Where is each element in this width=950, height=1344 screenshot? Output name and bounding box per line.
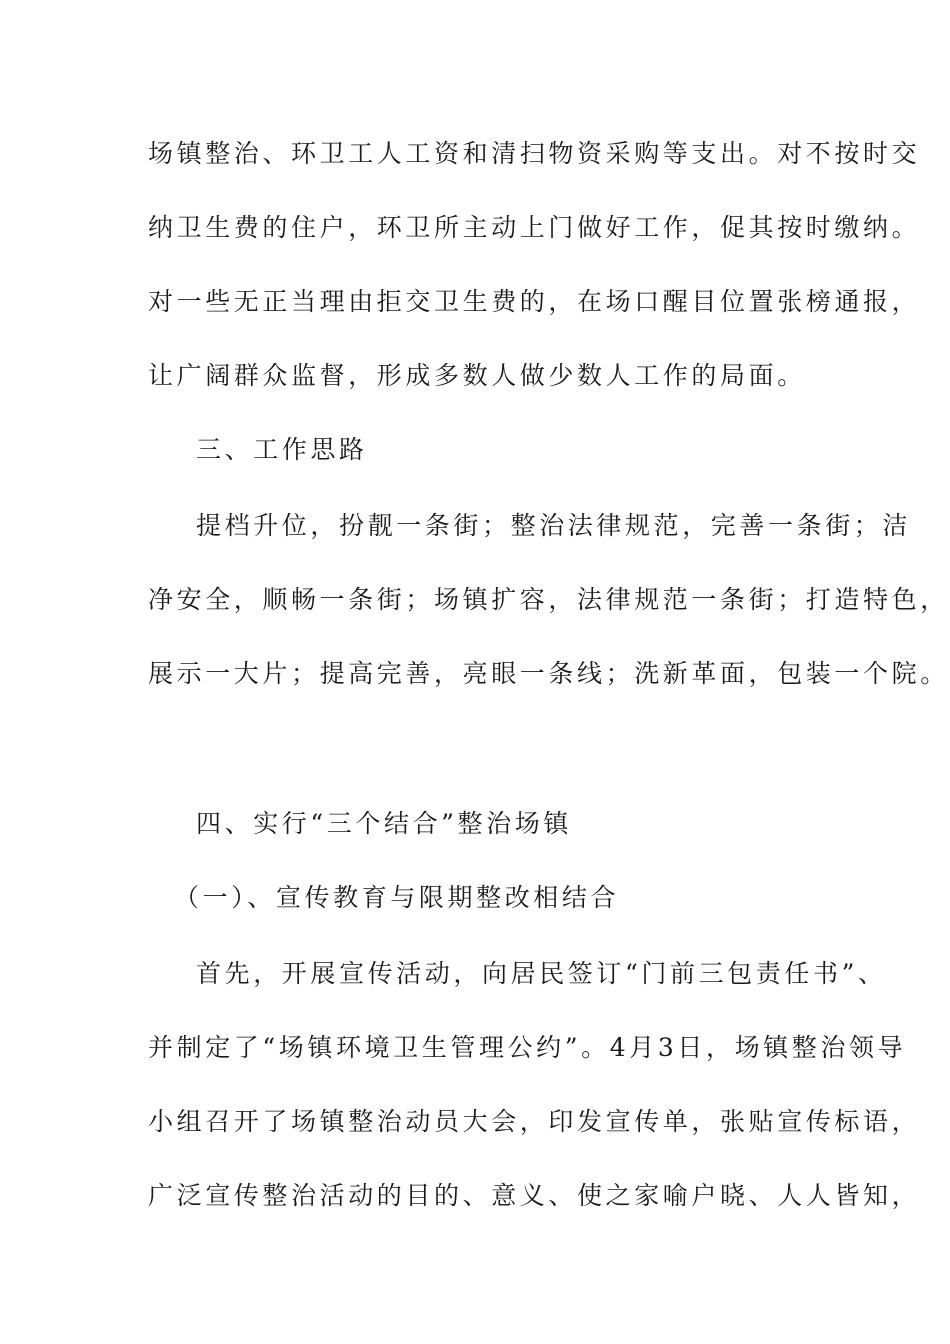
body-text-line: 纳卫生费的住户，环卫所主动上门做好工作，促其按时缴纳。 [148,213,921,242]
section-heading-4: 四、实行“三个结合”整治场镇 [196,809,572,838]
body-text-line: 广泛宣传整治活动的目的、意义、使之家喻户晓、人人皆知， [148,1181,921,1210]
body-text-line: 提档升位，扮靓一条街；整治法律规范，完善一条街；洁 [196,511,912,540]
body-text-line: 首先，开展宣传活动，向居民签订“门前三包责任书”、 [196,959,887,988]
body-text-line: 展示一大片；提高完善，亮眼一条线；洗新革面，包装一个院。 [148,659,949,688]
body-text-line: 对一些无正当理由拒交卫生费的，在场口醒目位置张榜通报， [148,287,921,316]
body-text-line: 并制定了“场镇环境卫生管理公约”。4月3日，场镇整治领导 [148,1033,907,1062]
body-text-line: 让广阔群众监督，形成多数人做少数人工作的局面。 [148,361,806,390]
subsection-heading-1: （一）、宣传教育与限期整改相结合 [174,883,620,912]
body-text-line: 净安全，顺畅一条街；场镇扩容，法律规范一条街；打造特色， [148,585,949,614]
section-heading-3: 三、工作思路 [196,435,368,464]
body-text-line: 场镇整治、环卫工人工资和清扫物资采购等支出。对不按时交 [148,139,921,168]
body-text-line: 小组召开了场镇整治动员大会，印发宣传单，张贴宣传标语， [148,1107,921,1136]
